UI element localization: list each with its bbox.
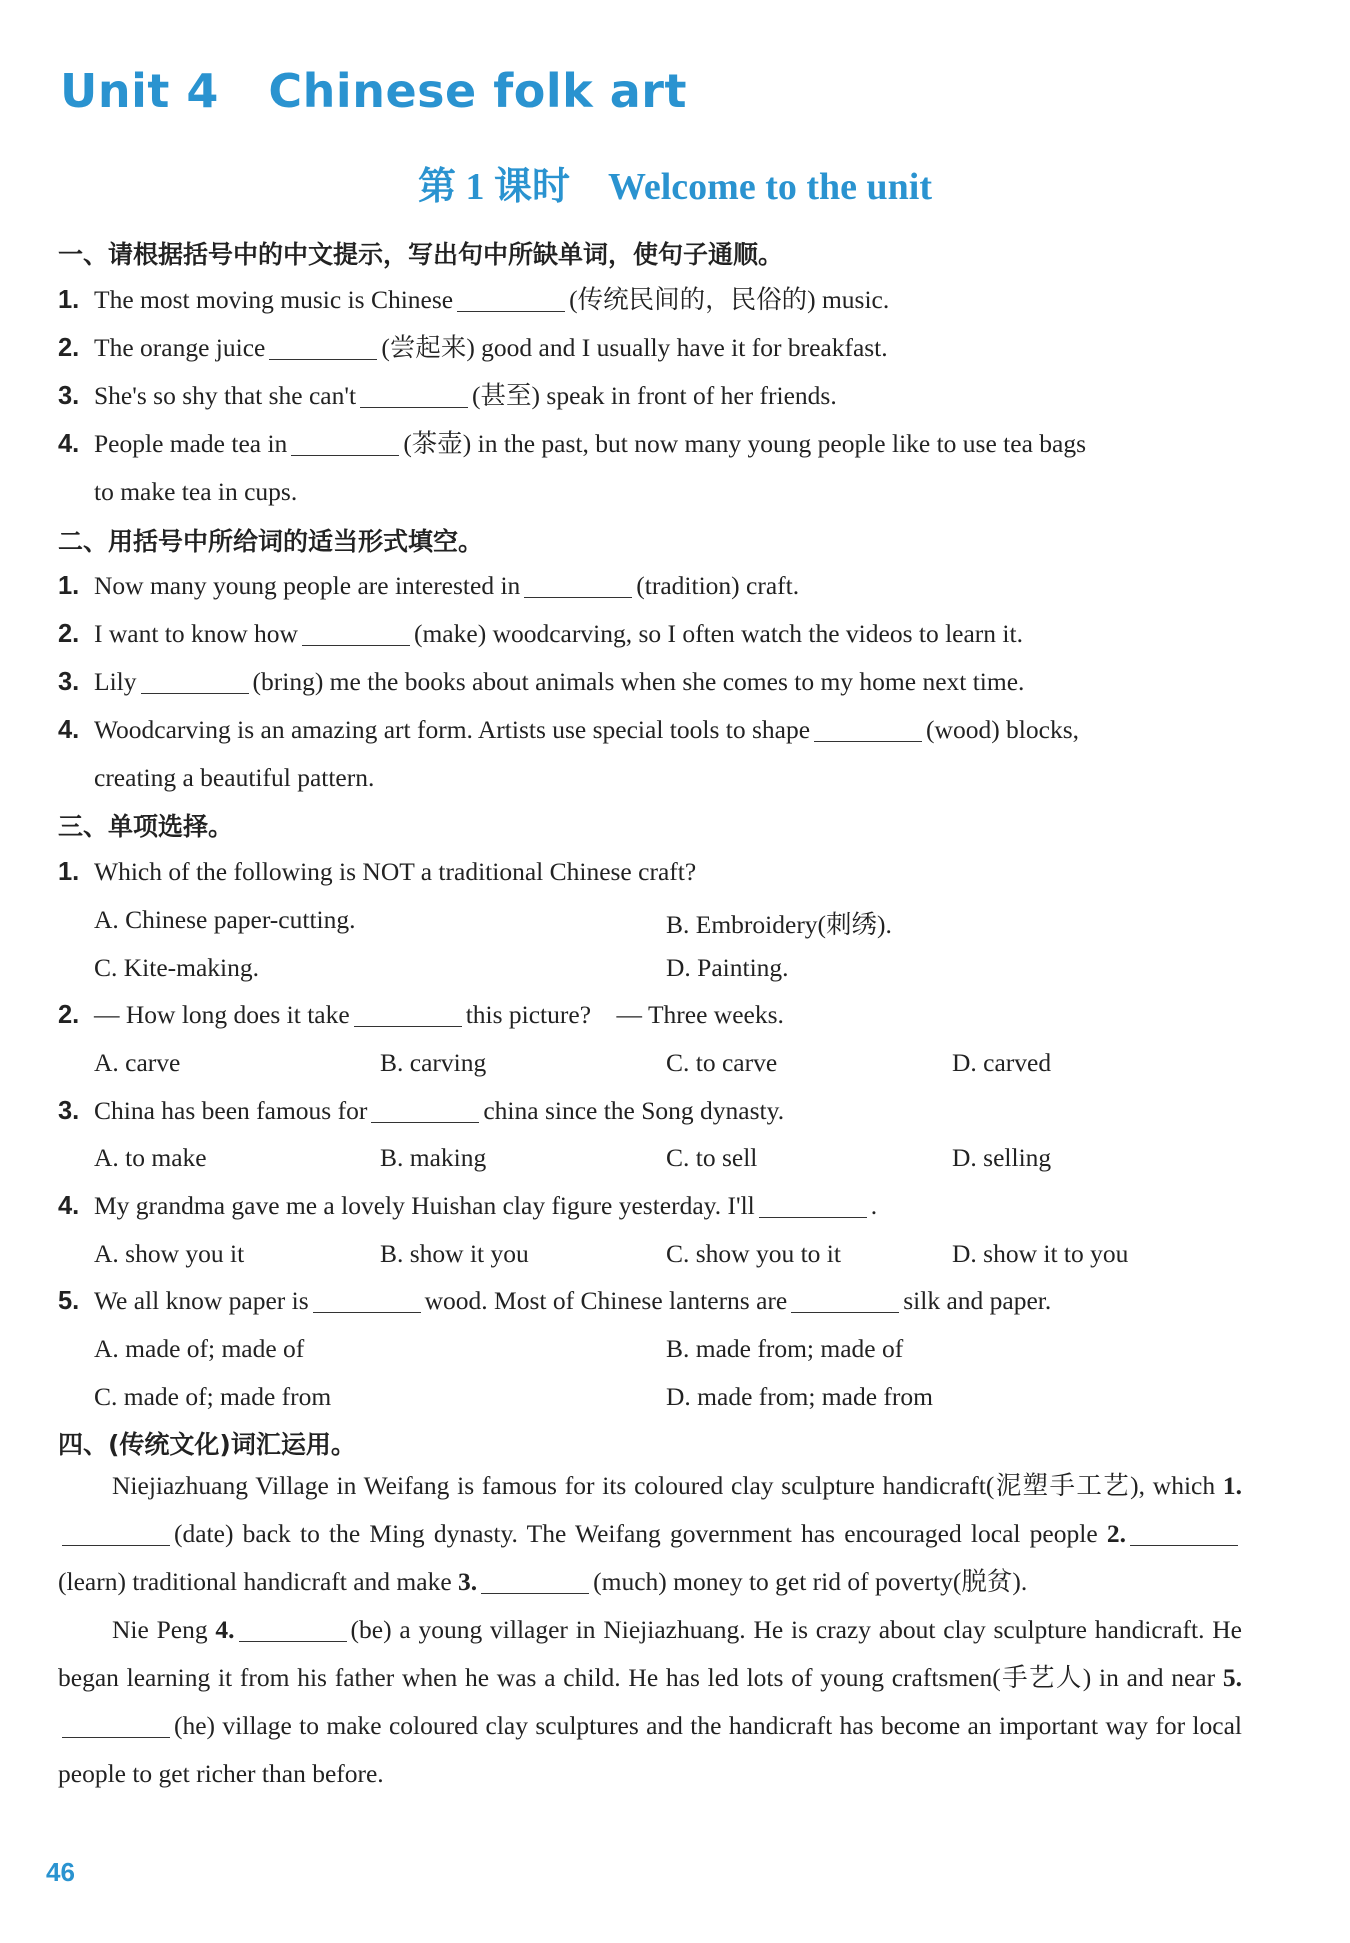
option-a[interactable]: A. carve	[94, 1048, 181, 1077]
answer-blank[interactable]	[524, 571, 632, 598]
section3-heading: 三、单项选择。	[58, 812, 234, 841]
section1-heading: 一、请根据括号中的中文提示，写出句中所缺单词，使句子通顺。	[58, 240, 784, 269]
s2-item-2	[58, 614, 1242, 654]
option-b[interactable]: B. show it you	[380, 1239, 529, 1268]
passage-text: (date) back to the Ming dynasty. The Weifang government has encouraged local people	[174, 1519, 1098, 1548]
passage-text: (much) money to get rid of poverty(脱贫).	[593, 1567, 1028, 1596]
item-text: (make) woodcarving, so I often watch the videos to learn it.	[413, 619, 1023, 648]
blank-number: 3.	[458, 1567, 478, 1596]
blank-number: 2.	[1106, 1519, 1126, 1548]
item-text: (尝起来) good and I usually have it for breakfast.	[381, 333, 888, 362]
answer-blank[interactable]	[291, 429, 399, 456]
passage-text: (be) a young villager in Niejiazhuang. He is crazy about clay sculpture handicraft. He began learning it from his father when he was a child. He has led lots of young craftsmen(手艺人) in and near	[58, 1615, 1243, 1692]
s2-item-1	[58, 566, 1242, 606]
lesson-title: 第 1 课时 Welcome to the unit	[417, 166, 932, 208]
question-text: Which of the following is NOT a traditional Chinese craft?	[94, 857, 697, 886]
option-b[interactable]: B. carving	[380, 1048, 487, 1077]
passage-text: (he) village to make coloured clay sculptures and the handicraft has become an important way for local people to get richer than before.	[58, 1711, 1242, 1788]
item-text: (tradition) craft.	[636, 571, 800, 600]
answer-blank[interactable]	[354, 1000, 462, 1027]
question-text: silk and paper.	[903, 1286, 1052, 1315]
s1-item-4-cont: to make tea in cups.	[94, 477, 298, 506]
option-c[interactable]: C. Kite-making.	[94, 953, 260, 982]
item-number: 3.	[58, 1097, 80, 1125]
question-text: china since the Song dynasty.	[483, 1096, 785, 1125]
answer-blank[interactable]	[481, 1567, 589, 1594]
s2-item-3	[58, 662, 1242, 702]
item-number: 4.	[58, 716, 80, 744]
mc-question-4	[58, 1186, 1242, 1226]
answer-blank[interactable]	[269, 333, 377, 360]
item-text: (bring) me the books about animals when she comes to my home next time.	[252, 667, 1025, 696]
answer-blank[interactable]	[360, 381, 468, 408]
item-number: 3.	[58, 668, 80, 696]
option-c[interactable]: C. to carve	[666, 1048, 778, 1077]
blank-number: 5.	[1222, 1663, 1243, 1692]
item-number: 4.	[58, 430, 80, 458]
option-b[interactable]: B. making	[380, 1143, 487, 1172]
section2-heading: 二、用括号中所给词的适当形式填空。	[58, 527, 484, 556]
item-number: 1.	[58, 858, 80, 886]
item-number: 2.	[58, 334, 80, 362]
mc-question-3	[58, 1091, 1242, 1131]
item-text: Woodcarving is an amazing art form. Artists use special tools to shape	[94, 715, 811, 744]
option-c[interactable]: C. show you to it	[666, 1239, 841, 1268]
answer-blank[interactable]	[62, 1519, 170, 1546]
option-a[interactable]: A. made of; made of	[94, 1334, 305, 1363]
page-number: 46	[46, 1857, 75, 1887]
item-text: (甚至) speak in front of her friends.	[472, 381, 837, 410]
item-text: The orange juice	[94, 333, 266, 362]
item-number: 1.	[58, 286, 80, 314]
blank-number: 4.	[215, 1615, 235, 1644]
option-d[interactable]: D. made from; made from	[666, 1382, 933, 1411]
item-number: 2.	[58, 620, 80, 648]
item-text: (茶壶) in the past, but now many young people like to use tea bags	[403, 429, 1087, 458]
question-text: .	[870, 1191, 878, 1220]
passage-paragraph-2	[58, 1606, 1242, 1798]
passage	[58, 1462, 1242, 1798]
question-text: China has been famous for	[94, 1096, 368, 1125]
question-text: wood. Most of Chinese lanterns are	[424, 1286, 788, 1315]
option-c[interactable]: C. made of; made from	[94, 1382, 332, 1411]
s1-item-3	[58, 376, 1242, 416]
item-text: (wood) blocks,	[926, 715, 1080, 744]
mc-question-2	[58, 995, 1242, 1035]
mc-question-5	[58, 1281, 1242, 1321]
option-c[interactable]: C. to sell	[666, 1143, 758, 1172]
answer-blank[interactable]	[239, 1615, 347, 1642]
item-number: 4.	[58, 1192, 80, 1220]
answer-blank[interactable]	[759, 1191, 867, 1218]
item-number: 1.	[58, 572, 80, 600]
question-text: — How long does it take	[94, 1000, 350, 1029]
question-text: — Three weeks.	[616, 1000, 784, 1029]
item-number: 2.	[58, 1001, 80, 1029]
mc-question-1	[58, 852, 1242, 892]
answer-blank[interactable]	[814, 715, 922, 742]
item-text: People made tea in	[94, 429, 288, 458]
s1-item-4	[58, 424, 1242, 464]
option-d[interactable]: D. carved	[952, 1048, 1052, 1077]
answer-blank[interactable]	[371, 1096, 479, 1123]
passage-paragraph-1	[58, 1462, 1242, 1606]
passage-text: Niejiazhuang Village in Weifang is famous for its coloured clay sculpture handicraft(泥塑手工艺), which	[112, 1471, 1216, 1500]
answer-blank[interactable]	[313, 1286, 421, 1313]
option-d[interactable]: D. Painting.	[666, 953, 789, 982]
answer-blank[interactable]	[1130, 1519, 1238, 1546]
item-text: (传统民间的，民俗的) music.	[569, 285, 890, 314]
question-text: this picture?	[465, 1000, 592, 1029]
item-text: Now many young people are interested in	[94, 571, 521, 600]
answer-blank[interactable]	[302, 619, 410, 646]
item-number: 5.	[58, 1287, 80, 1315]
option-a[interactable]: A. to make	[94, 1143, 207, 1172]
s2-item-4	[58, 710, 1242, 750]
section4-heading: 四、(传统文化)词汇运用。	[58, 1430, 356, 1459]
option-d[interactable]: D. show it to you	[952, 1239, 1129, 1268]
option-b[interactable]: B. made from; made of	[666, 1334, 904, 1363]
passage-text: Nie Peng	[112, 1615, 208, 1644]
s2-item-4-cont: creating a beautiful pattern.	[94, 763, 375, 792]
blank-number: 1.	[1222, 1471, 1242, 1500]
passage-text: (learn) traditional handicraft and make	[58, 1567, 452, 1596]
question-text: My grandma gave me a lovely Huishan clay figure yesterday. I'll	[94, 1191, 755, 1220]
s1-item-2	[58, 328, 1242, 368]
item-number: 3.	[58, 382, 80, 410]
s1-item-1	[58, 280, 1242, 320]
answer-blank[interactable]	[141, 667, 249, 694]
answer-blank[interactable]	[62, 1711, 170, 1738]
option-b[interactable]: B. Embroidery(刺绣).	[666, 910, 892, 939]
item-text: I want to know how	[94, 619, 298, 648]
answer-blank[interactable]	[791, 1286, 899, 1313]
item-text: The most moving music is Chinese	[94, 285, 454, 314]
item-text: She's so shy that she can't	[94, 381, 357, 410]
option-d[interactable]: D. selling	[952, 1143, 1052, 1172]
answer-blank[interactable]	[457, 285, 565, 312]
question-text: We all know paper is	[94, 1286, 309, 1315]
item-text: Lily	[94, 667, 137, 696]
option-a[interactable]: A. show you it	[94, 1239, 245, 1268]
unit-title: Unit 4 Chinese folk art	[60, 64, 687, 118]
option-a[interactable]: A. Chinese paper-cutting.	[94, 905, 356, 934]
